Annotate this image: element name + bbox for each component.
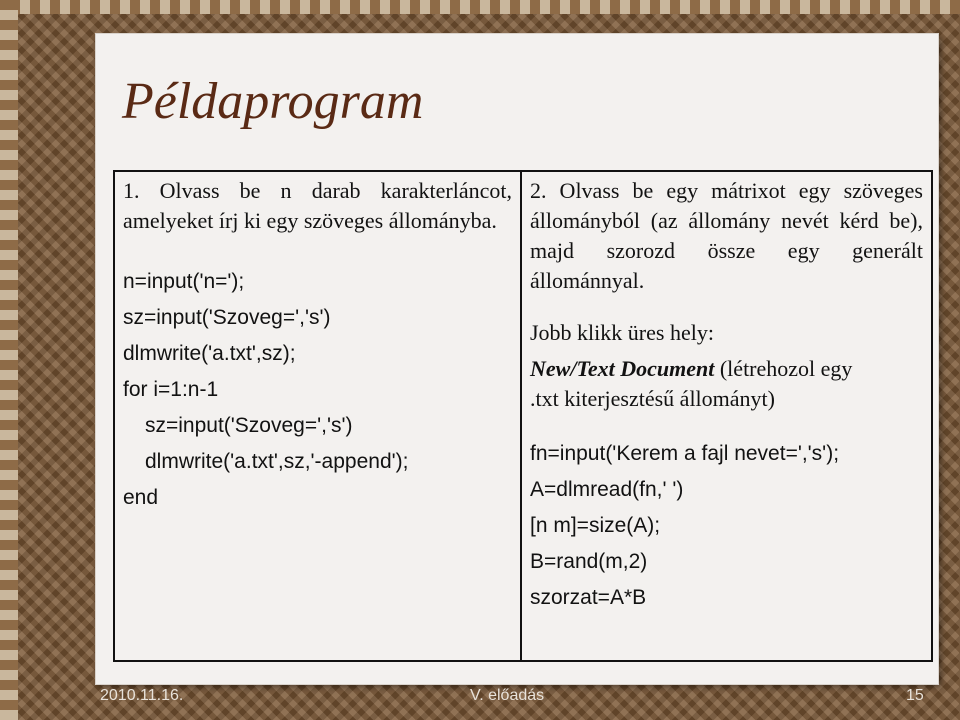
content-table <box>113 170 933 662</box>
code-line: fn=input('Kerem a fajl nevet=','s'); <box>530 442 840 465</box>
code-line: dlmwrite('a.txt',sz); <box>123 342 296 365</box>
hint-line-2: .txt kiterjesztésű állományt) <box>530 386 775 411</box>
hint-line <box>530 354 923 384</box>
code-line: [n m]=size(A); <box>530 514 661 537</box>
left-column <box>114 171 521 661</box>
code-line: n=input('n='); <box>123 270 245 293</box>
spacer <box>530 414 923 436</box>
hint-intro: Jobb klikk üres hely: <box>530 320 714 345</box>
code-line: sz=input('Szoveg=','s') <box>145 414 353 437</box>
code-line: A=dlmread(fn,' ') <box>530 478 684 501</box>
frame-top-border <box>0 0 960 14</box>
footer-page-number: 15 <box>906 687 924 704</box>
code-line: sz=input('Szoveg=','s') <box>123 306 331 329</box>
right-column <box>521 171 932 661</box>
hint-rest: (létrehozol egy <box>714 356 853 381</box>
slide-title: Példaprogram <box>122 73 424 130</box>
left-task-text: 1. Olvass be n darab karakterláncot, amelyeket írj ki egy szöveges állományba. <box>123 178 512 233</box>
right-task-text: 2. Olvass be egy mátrixot egy szöveges állományból (az állomány nevét kérd be), majd szorozd össze egy generált állománnyal. <box>530 178 923 293</box>
code-line: for i=1:n-1 <box>123 378 219 401</box>
code-line: dlmwrite('a.txt',sz,'-append'); <box>145 450 409 473</box>
code-line: end <box>123 486 159 509</box>
hint-bold: New/Text Document <box>530 356 715 381</box>
footer-center: V. előadás <box>470 687 545 704</box>
code-line: B=rand(m,2) <box>530 550 648 573</box>
frame-left-border <box>0 0 18 720</box>
code-line: szorzat=A*B <box>530 586 647 609</box>
footer-date: 2010.11.16. <box>100 687 184 704</box>
